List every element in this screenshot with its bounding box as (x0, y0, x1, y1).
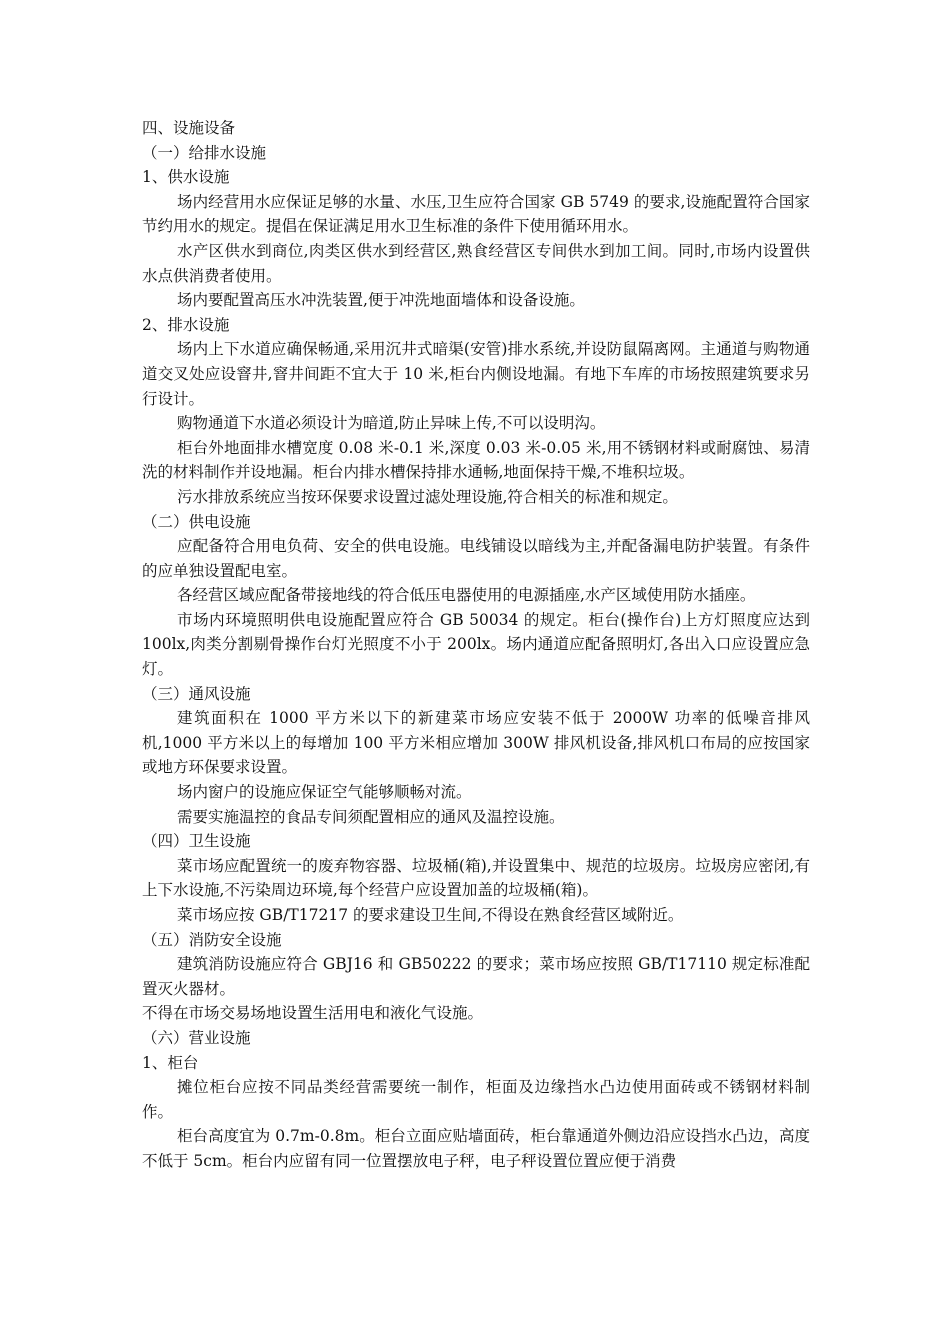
paragraph: 污水排放系统应当按环保要求设置过滤处理设施,符合相关的标准和规定。 (177, 487, 678, 506)
paragraph: 场内窗户的设施应保证空气能够顺畅对流。 (177, 783, 472, 802)
document-body (142, 116, 810, 1174)
paragraph: 场内经营用水应保证足够的水量、水压,卫生应符合国家 GB 5749 的要求,设施配置符合国家节约用水的规定。提倡在保证满足用水卫生标准的条件下使用循环用水。 (142, 192, 810, 236)
subsection-heading: （三）通风设施 (142, 684, 251, 703)
paragraph: 水产区供水到商位,肉类区供水到经营区,熟食经营区专间供水到加工间。同时,市场内设置供水点供消费者使用。 (142, 241, 810, 285)
paragraph: 建筑消防设施应符合 GBJ16 和 GB50222 的要求；菜市场应按照 GB/T17110 规定标准配置灭火器材。 (142, 955, 810, 998)
paragraph: 柜台高度宜为 0.7m-0.8m。柜台立面应贴墙面砖，柜台靠通道外侧边沿应设挡水凸边，高度不低于 5cm。柜台内应留有同一位置摆放电子秤，电子秤设置位置应便于消费 (142, 1127, 810, 1170)
paragraph: 市场内环境照明供电设施配置应符合 GB 50034 的规定。柜台(操作台)上方灯照度应达到 100lx,肉类分割剔骨操作台灯光照度不小于 200lx。场内通道应配备照明灯,各出入口应设置应急灯。 (142, 610, 810, 679)
subsection-heading: （五）消防安全设施 (142, 930, 282, 949)
subsection-heading: （一）给排水设施 (142, 143, 267, 162)
paragraph: 各经营区域应配备带接地线的符合低压电器使用的电源插座,水产区域使用防水插座。 (177, 586, 756, 605)
paragraph: 购物通道下水道必须设计为暗道,防止异味上传,不可以设明沟。 (177, 414, 606, 433)
paragraph: 应配备符合用电负荷、安全的供电设施。电线铺设以暗线为主,并配备漏电防护装置。有条件的应单独设置配电室。 (142, 537, 810, 580)
item-heading: 2、排水设施 (142, 315, 230, 334)
item-heading: 1、柜台 (142, 1053, 199, 1072)
paragraph: 场内要配置高压水冲洗装置,便于冲洗地面墙体和设备设施。 (177, 291, 585, 310)
paragraph: 柜台外地面排水槽宽度 0.08 米-0.1 米,深度 0.03 米-0.05 米,用不锈钢材料或耐腐蚀、易清洗的材料制作并设地漏。柜台内排水槽保持排水通畅,地面保持干燥,不堆积垃圾。 (142, 438, 810, 482)
section-heading: 四、设施设备 (142, 119, 236, 137)
unindented-line: 不得在市场交易场地设置生活用电和液化气设施。 (142, 1004, 484, 1023)
paragraph: 摊位柜台应按不同品类经营需要统一制作，柜面及边缘挡水凸边使用面砖或不锈钢材料制作。 (142, 1078, 810, 1121)
subsection-heading: （四）卫生设施 (142, 832, 251, 851)
paragraph: 场内上下水道应确保畅通,采用沉井式暗渠(安管)排水系统,并设防鼠隔离网。主通道与购物通道交叉处应设窨井,窨井间距不宜大于 10 米,柜台内侧设地漏。有地下车库的市场按照建筑要求另行设计。 (142, 340, 810, 408)
subsection-heading: （二）供电设施 (142, 512, 251, 531)
paragraph: 菜市场应配置统一的废弃物容器、垃圾桶(箱),并设置集中、规范的垃圾房。垃圾房应密闭,有上下水设施,不污染周边环境,每个经营户应设置加盖的垃圾桶(箱)。 (142, 856, 810, 900)
paragraph: 建筑面积在 1000 平方米以下的新建菜市场应安装不低于 2000W 功率的低噪音排风机,1000 平方米以上的每增加 100 平方米相应增加 300W 排风机设备,排风机口布局的应按国家或地方环保要求设置。 (142, 709, 810, 777)
paragraph: 菜市场应按 GB/T17217 的要求建设卫生间,不得设在熟食经营区域附近。 (177, 906, 684, 924)
item-heading: 1、供水设施 (142, 168, 230, 187)
paragraph: 需要实施温控的食品专间须配置相应的通风及温控设施。 (177, 807, 565, 826)
subsection-heading: （六）营业设施 (142, 1028, 251, 1047)
